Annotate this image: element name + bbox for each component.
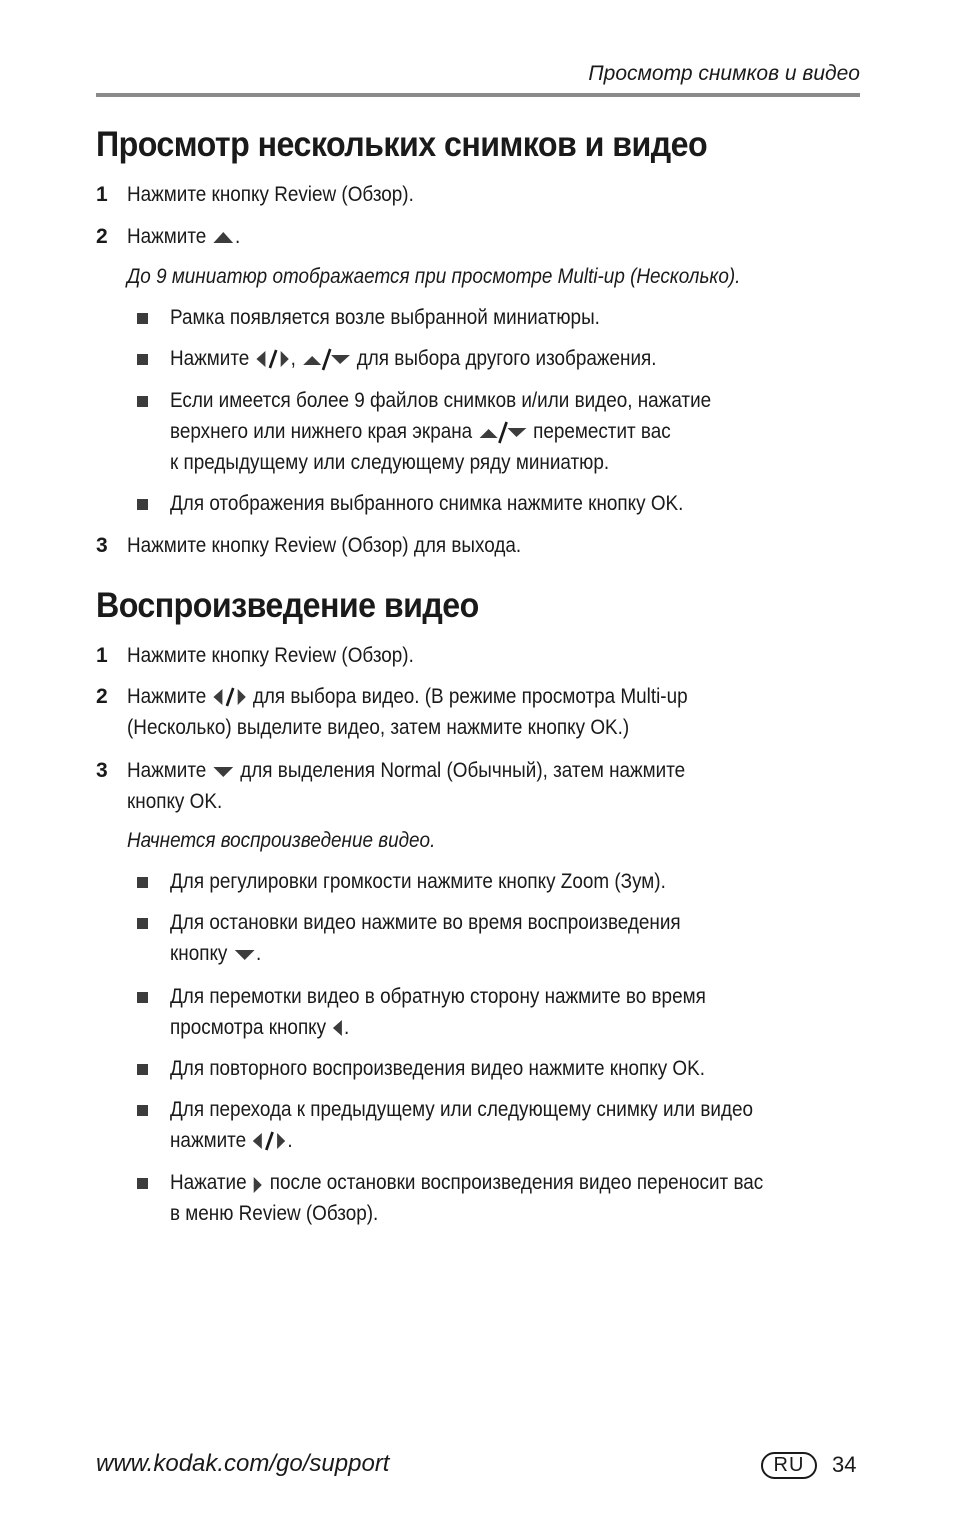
bullet-text: Для остановки видео нажмите во время воспроизведения [170, 911, 681, 934]
step-text [127, 681, 688, 712]
left-arrow-icon [331, 1016, 344, 1040]
bullet-text-after: для выбора другого изображения. [356, 347, 657, 370]
up-arrow-icon [212, 230, 235, 244]
bullet-text-before: верхнего или нижнего края экрана [170, 420, 473, 443]
bullet-square [137, 992, 148, 1003]
step-text-before: Нажмите [127, 759, 207, 782]
step-number: 1 [96, 644, 108, 667]
bullet-text-before: нажмите [170, 1129, 247, 1152]
bullet-text-before: просмотра кнопку [170, 1016, 327, 1039]
bullet-text: Для перехода к предыдущему или следующему снимку или видео [170, 1098, 754, 1121]
down-arrow-icon [233, 947, 256, 961]
bullet-square [137, 354, 148, 365]
bullet-text: в меню Review (Обзор). [170, 1202, 379, 1225]
header-rule [96, 93, 860, 97]
step-text: (Несколько) выделите видео, затем нажмите кнопку OK.) [127, 716, 630, 739]
step-text-before: Нажмите [127, 685, 207, 708]
bullet-square [137, 313, 148, 324]
up-down-arrows-icon [477, 419, 527, 445]
bullet-square [137, 918, 148, 929]
right-arrow-icon [252, 1171, 265, 1195]
step-text [127, 755, 685, 786]
manual-page [96, 0, 860, 1527]
bullet-text: Рамка появляется возле выбранной миниатюры. [170, 306, 600, 329]
bullet-text-after: . [343, 1016, 350, 1039]
step-text: Нажмите кнопку Review (Обзор). [127, 644, 414, 667]
running-header: Просмотр снимков и видео [588, 62, 860, 85]
section-title-video-playback: Воспроизведение видео [96, 586, 479, 625]
bullet-text-after: . [287, 1129, 293, 1152]
bullet-text [170, 343, 657, 374]
step-text-after: . [234, 225, 241, 248]
bullet-text [170, 938, 261, 969]
step-number: 2 [96, 225, 108, 248]
step-text: Нажмите кнопку Review (Обзор) для выхода. [127, 534, 522, 557]
bullet-square [137, 396, 148, 407]
left-right-arrows-icon [212, 685, 248, 709]
left-right-arrows-icon [251, 1129, 287, 1153]
step-note: До 9 миниатюр отображается при просмотре Multi-up (Несколько). [127, 265, 741, 288]
bullet-comma: , [290, 347, 296, 370]
bullet-text: Если имеется более 9 файлов снимков и/или видео, нажатие [170, 389, 712, 412]
footer-support-link[interactable]: www.kodak.com/go/support [96, 1450, 390, 1477]
bullet-square [137, 1178, 148, 1189]
step-text-before: Нажмите [127, 225, 207, 248]
bullet-text: Для отображения выбранного снимка нажмите кнопку OK. [170, 492, 684, 515]
bullet-square [137, 1105, 148, 1116]
left-right-arrows-icon [255, 347, 291, 371]
bullet-text-before: кнопку [170, 942, 228, 965]
bullet-text: Для перемотки видео в обратную сторону нажмите во время [170, 985, 706, 1008]
bullet-square [137, 1064, 148, 1075]
bullet-text [170, 1012, 349, 1043]
step-text [127, 221, 240, 252]
bullet-square [137, 499, 148, 510]
step-number: 3 [96, 759, 108, 782]
bullet-text-before: Нажмите [170, 347, 250, 370]
bullet-text: к предыдущему или следующему ряду миниатюр. [170, 451, 610, 474]
step-number: 2 [96, 685, 108, 708]
step-number: 3 [96, 534, 108, 557]
bullet-text-after: переместит вас [533, 420, 671, 443]
bullet-text-before: Нажатие [170, 1171, 247, 1194]
bullet-text: Для повторного воспроизведения видео нажмите кнопку OK. [170, 1057, 706, 1080]
step-text: Нажмите кнопку Review (Обзор). [127, 183, 414, 206]
bullet-text [170, 416, 671, 447]
bullet-text-after: после остановки воспроизведения видео переносит вас [269, 1171, 764, 1194]
language-badge: RU [761, 1452, 817, 1479]
bullet-square [137, 877, 148, 888]
bullet-text [170, 1125, 293, 1156]
down-arrow-icon [212, 764, 235, 778]
step-text: кнопку OK. [127, 790, 223, 813]
step-text-after: для выделения Normal (Обычный), затем нажмите [240, 759, 686, 782]
bullet-text-after: . [256, 942, 262, 965]
step-note: Начнется воспроизведение видео. [127, 829, 436, 852]
step-text-after: для выбора видео. (В режиме просмотра Multi-up [252, 685, 688, 708]
step-number: 1 [96, 183, 108, 206]
page-number: 34 [832, 1452, 857, 1477]
up-down-arrows-icon [301, 346, 351, 372]
bullet-text [170, 1167, 763, 1198]
section-title-multi-view: Просмотр нескольких снимков и видео [96, 125, 708, 164]
bullet-text: Для регулировки громкости нажмите кнопку Zoom (Зум). [170, 870, 666, 893]
